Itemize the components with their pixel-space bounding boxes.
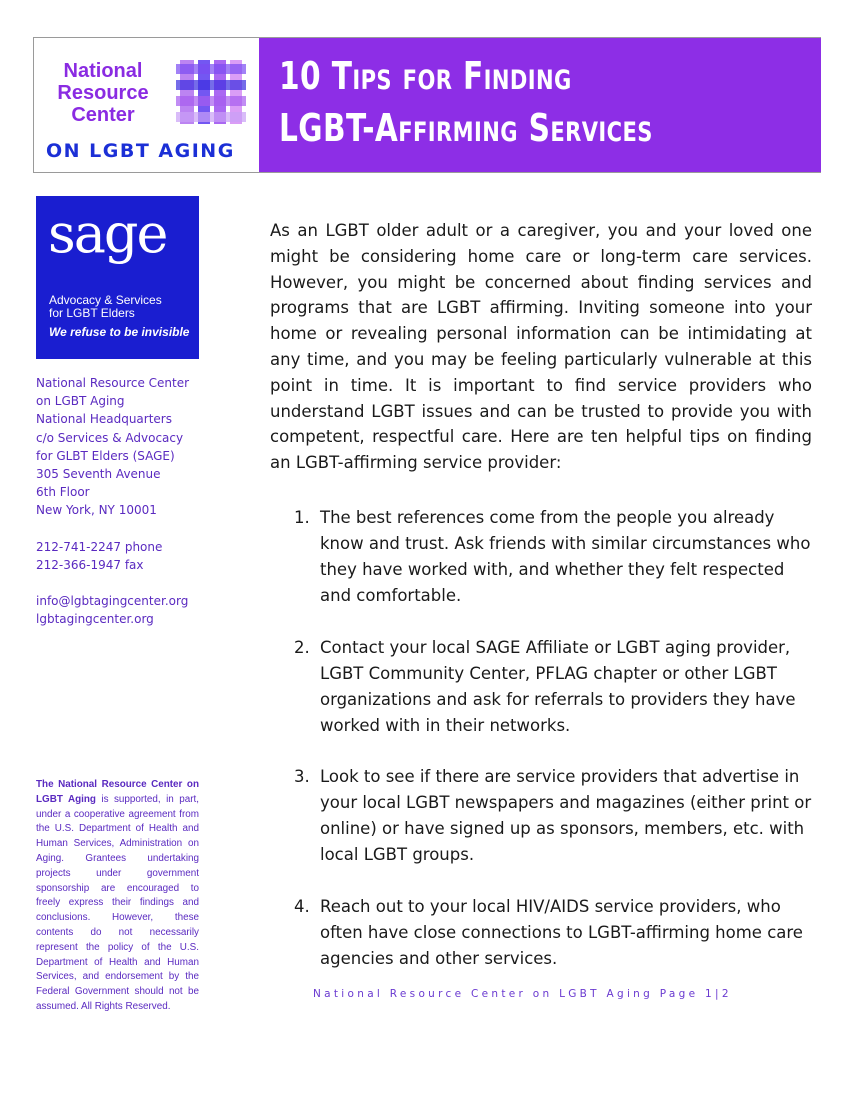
address-line: c/o Services & Advocacy <box>36 430 184 445</box>
address-line: on LGBT Aging <box>36 394 125 409</box>
website-link[interactable]: lgbtagingcenter.org <box>36 612 154 627</box>
nrc-logo <box>34 38 259 172</box>
tip-text: Look to see if there are service providers that advertise in your local LGBT newspapers and magazines (either print or online) or have signed up as sponsors, members, etc. with local LGBT groups. <box>320 767 812 864</box>
spacer <box>36 520 216 538</box>
address-line: 305 Seventh Avenue <box>36 467 161 482</box>
disclaimer-text: is supported, in part, under a cooperative agreement from the U.S. Department of Health and Human Services, Administration on Aging. Grantees undertaking projects under government sponsorship are encouraged to freely express their findings and conclusions. However, these contents do not necessarily represent the policy of the U.S. Department of Health and Human Services, and endorsement by the Federal Government should not be assumed. All Rights Reserved. <box>36 793 199 1012</box>
address-line: for GLBT Elders (SAGE) <box>36 448 175 463</box>
logo-line-2: Resource <box>57 82 149 104</box>
contact-sidebar <box>36 374 216 628</box>
intro-paragraph: As an LGBT older adult or a caregiver, you and your loved one might be considering home care or long-term care services. However, you might be concerned about finding services and programs that are LGBT affirming. Inviting someone into your home or revealing personal information can be intimidating at any time, and you may be feeling particularly vulnerable at this point in time. It is important to find service providers who understand LGBT issues and can be trusted to provide you with competent, respectful care. Here are ten helpful tips on finding an LGBT-affirming service provider: <box>270 221 812 473</box>
tip-number: 3. <box>294 767 310 786</box>
page-title-line-2: LGBT-Affirming Services <box>279 106 653 150</box>
logo-subtitle: ON LGBT AGING <box>46 140 235 162</box>
sage-tagline: We refuse to be invisible <box>49 325 190 339</box>
sage-subtitle <box>49 294 162 320</box>
tip-number: 2. <box>294 637 310 657</box>
list-item <box>290 894 820 972</box>
header-banner <box>33 37 821 173</box>
page-footer: National Resource Center on LGBT Aging Page 1|2 <box>313 988 732 1000</box>
sage-subtitle-line-1: Advocacy & Services <box>49 293 162 307</box>
address-line: 6th Floor <box>36 485 90 500</box>
title-band <box>259 38 821 172</box>
page-title-line-1: 10 Tips for Finding <box>279 54 572 98</box>
spacer <box>36 574 216 592</box>
tips-list <box>290 505 820 997</box>
address-line: National Headquarters <box>36 412 172 427</box>
list-item <box>290 505 820 609</box>
sage-wordmark: sage <box>48 202 167 265</box>
list-item <box>290 635 820 739</box>
tip-text: Contact your local SAGE Affiliate or LGBT aging provider, LGBT Community Center, PFLAG chapter or other LGBT organizations and ask for referrals to providers they have worked with in their networks. <box>320 637 796 735</box>
sage-subtitle-line-2: for LGBT Elders <box>49 306 135 320</box>
woven-grid-icon <box>176 56 246 128</box>
funding-disclaimer <box>36 778 199 1015</box>
fax-number: 212-366-1947 fax <box>36 557 144 572</box>
tip-text: Reach out to your local HIV/AIDS service providers, who often have close connections to LGBT-affirming home care agencies and other services. <box>320 896 803 968</box>
email-link[interactable]: info@lgbtagingcenter.org <box>36 594 189 609</box>
logo-line-3: Center <box>71 104 135 126</box>
tip-number: 1. <box>294 508 310 527</box>
address-line: New York, NY 10001 <box>36 503 157 518</box>
address-line: National Resource Center <box>36 376 190 390</box>
list-item <box>290 764 820 868</box>
tip-number: 4. <box>294 896 310 916</box>
logo-line-1: National <box>63 60 143 82</box>
sage-logo <box>36 196 199 359</box>
disclaimer-bold: The National Resource Center on LGBT Aging <box>36 779 199 805</box>
logo-wordmark <box>44 60 162 126</box>
tip-text: The best references come from the people you already know and trust. Ask friends with similar circumstances who they have worked with, and whether they felt respected and comfortable. <box>320 508 811 605</box>
phone-number: 212-741-2247 phone <box>36 539 163 554</box>
